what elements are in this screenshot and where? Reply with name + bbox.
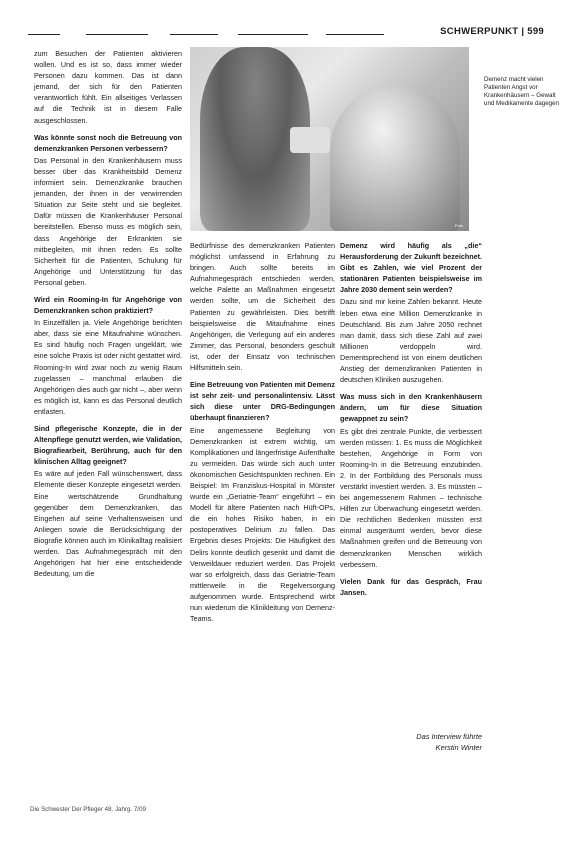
- interview-answer: Eine angemessene Begleitung von Demenzkranken ist extrem wichtig, um Komplikationen und längerfristige Aufenthalte zu vermeiden. Das würde sich auch unter ökonomischen Gesichtspunkten rechnen. Ein Beispiel: Im Franziskus-Hospital in Münster wurde ein „Geriatrie-Team“ eingeführt – ein Modell für ältere Patienten nach Hüft-OPs, die ein hohes Risiko haben, in ein postoperatives Delirium zu fallen. Das Ergebnis dieses Projekts: Die Häufigkeit des Delirs konnte deutlich gesenkt und damit die Verweildauer reduziert werden. Das Projekt war so erfolgreich, dass das Geriatrie-Team mittlerweile in die Regelversorgung aufgenommen wurde. Entsprechend wirbt nun wiederum die Klinikleitung von Demenz-Teams.: [190, 425, 335, 624]
- photo-caption: Demenz macht vielen Patienten Angst vor Krankenhäusern – Gewalt und Medikamente dagegen: [484, 76, 559, 107]
- interview-question: Was könnte sonst noch die Betreuung von demenzkranken Personen verbessern?: [34, 132, 182, 153]
- cup-shape: [290, 127, 330, 153]
- interview-answer: Es wäre auf jeden Fall wünschenswert, dass Elemente dieser Konzepte eingesetzt werden. Eine wertschätzende Grundhaltung gegenüber dem Demenzkranken, das Eingehen auf seine Verhaltensweisen und Anliegen sowie die Berücksichtigung der Biografie können auch im Klinikalltag realisiert werden. Das Aufnahmegespräch mit den Angehörigen hat hier eine entscheidende Bedeutung, um die: [34, 469, 182, 579]
- interviewer-name: Kerstin Winter: [435, 743, 482, 752]
- article-photo: [190, 47, 469, 231]
- header-rule: [170, 34, 218, 35]
- column-3: [340, 240, 482, 599]
- header-rule: [28, 34, 60, 35]
- header-rule: [326, 34, 384, 35]
- header-rule: [238, 34, 308, 35]
- column-2: [190, 240, 335, 630]
- body-text: zum Besuchen der Patienten aktivieren wollen. Und es ist so, dass immer wieder Personen dazu kommen. Das ist dann jemand, der sich für den Patienten verantwortlich fühlt. Ein allseitiges Verlassen auf die Technik ist in diesem Falle ausgeschlossen.: [34, 49, 182, 125]
- page-footer: Die Schwester Der Pfleger 48. Jahrg. 7/09: [30, 806, 146, 813]
- closing-thanks: Vielen Dank für das Gespräch, Frau Jansen.: [340, 576, 482, 597]
- interview-answer: Es gibt drei zentrale Punkte, die verbessert werden müssen: 1. Es muss die Möglichkeit bestehen, Angehörige in Form von Rooming-In in die Betreuung einzubinden. 2. In der Fortbildung des Personals muss verstärkt investiert werden. 3. Es müssten – bei angemessenem Rahmen – technische Hilfen zur Überwachung eingesetzt werden. Die rechtlichen Bedenken müssten erst einmal ausgeräumt werden, bevor diese Maßnahmen greifen und die Betreuung von demenzkranken Menschen wirklich verbessern.: [340, 426, 482, 569]
- interviewer-credit: Das Interview führte: [416, 732, 482, 741]
- body-text: Bedürfnisse des demenzkranken Patienten möglichst umfassend in Erfahrung zu bringen. Auch sollte bereits im Aufnahmegespräch entschieden werden, welche Palette an Maßnahmen eingesetzt werden sollte, um die Sicherheit des Patienten zu gewährleisten. Dies betrifft beispielsweise die Mitaufnahme eines Angehörigen, die Verlegung auf ein anderes Zimmer, das Personal, besonders geschult ist, oder der Einsatz von technischen Hilfsmitteln sein.: [190, 241, 335, 373]
- interview-question: Was muss sich in den Krankenhäusern ändern, um für diese Situation gewappnet zu sein?: [340, 392, 482, 424]
- interview-answer: Das Personal in den Krankenhäusern muss besser über das Krankheitsbild Demenz informiert sein. Demenzkranke brauchen jemanden, der ihnen in der verwirrenden Situation zur Seite steht und sie begleitet. Dafür müssen die Krankenhäuser Personal bereitstellen. Ebenso muss es möglich sein, dass Angehörige der Erkrankten sie mitbegleiten, mit ihnen reden. Es sollte Sicherheit für die Patienten, Schulung für Angehörige und Unterstützung für das Personal geben.: [34, 155, 182, 287]
- interview-question: Demenz wird häufig als „die“ Herausforderung der Zukunft bezeichnet. Gibt es Zahlen, wie viel Prozent der stationären Patienten beispielsweise im Jahre 2030 dement sein werden?: [340, 241, 482, 295]
- interview-question: Sind pflegerische Konzepte, die in der Altenpflege genutzt werden, wie Validation, Biografiearbeit, Berührung, auch für den klinischen Alltag geeignet?: [34, 424, 182, 467]
- section-header: SCHWERPUNKT | 599: [440, 26, 544, 37]
- interview-question: Eine Betreuung von Patienten mit Demenz ist sehr zeit- und personalintensiv. Lässt sich diese unter DRG-Bedingungen überhaupt finanzieren?: [190, 380, 335, 423]
- header-rule: [86, 34, 148, 35]
- patient-figure: [330, 87, 460, 231]
- photo-credit: Foto: [454, 223, 463, 228]
- column-1: [34, 48, 182, 585]
- interview-answer: Dazu sind mir keine Zahlen bekannt. Heute leben etwa eine Million Demenzkranke in Deutschland. Bis zum Jahre 2050 rechnet man damit, dass sich diese Zahl auf zwei Millionen verdoppeln wird. Dementsprechend ist von einem deutlichen Anstieg der demenzkranken Patienten in deutschen Kliniken auszugehen.: [340, 297, 482, 385]
- interview-answer: In Einzelfällen ja. Viele Angehörige berichten aber, dass sie eine Mitaufnahme wünschen. Es sind häufig noch Fragen ungeklärt, wie eine solche Praxis ist oder nicht gestattet wird. Rooming-In wird zwar noch zu wenig Raum zugelassen – manchmal erlauben die Angehörigen dies auch gar nicht –, aber wenn es möglich ist, kann es das Personal deutlich entlasten.: [34, 318, 182, 416]
- interview-question: Wird ein Rooming-In für Angehörige von Demenzkranken schon praktiziert?: [34, 294, 182, 316]
